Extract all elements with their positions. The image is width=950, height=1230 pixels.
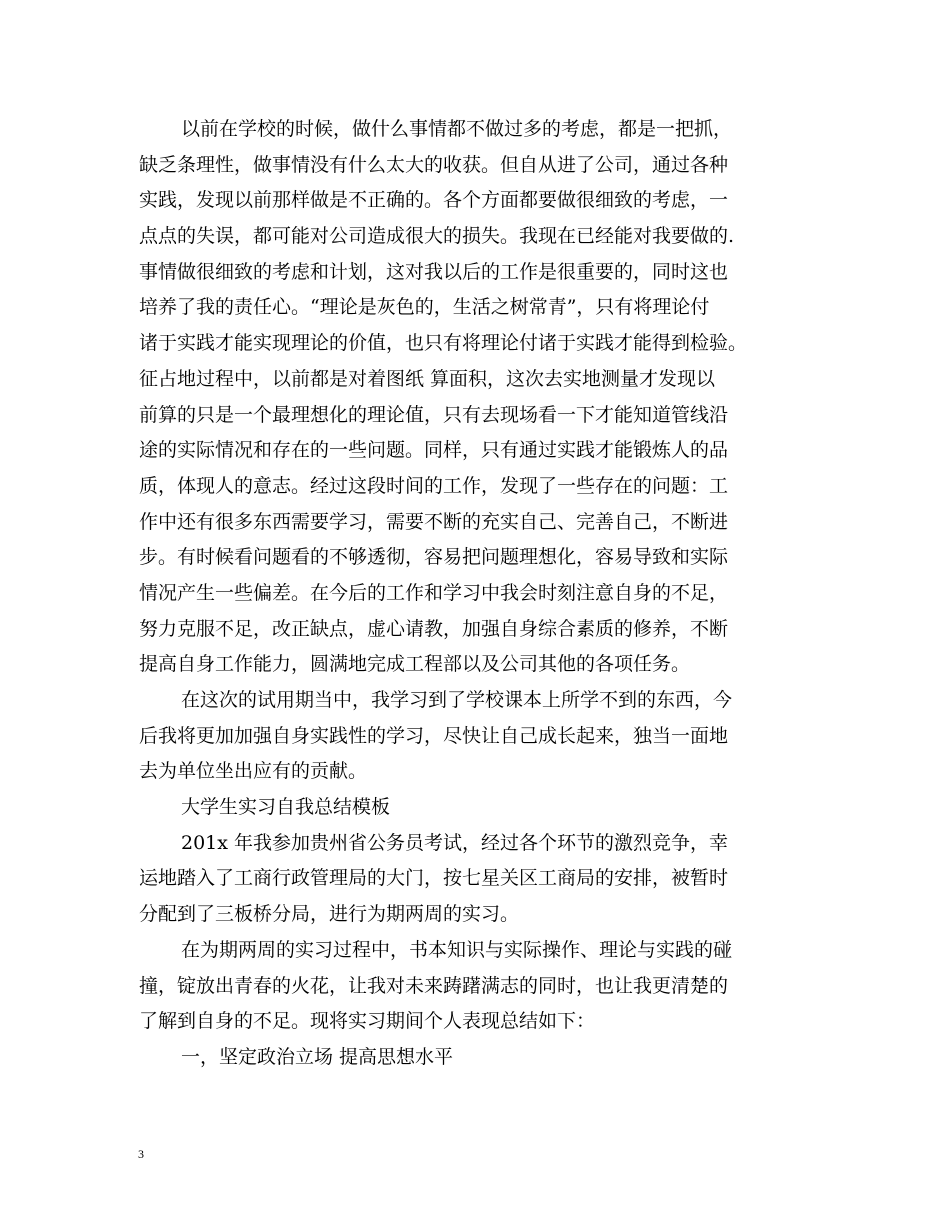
text-line: 分配到了三板桥分局，进行为期两周的实习。 [139,903,520,926]
text-line: 去为单位坐出应有的贡献。 [139,760,368,783]
text-line: 质，体现人的意志。经过这段时间的工作，发现了一些存在的问题：工 [139,474,729,497]
text-line: 作中还有很多东西需要学习，需要不断的充实自己、完善自己，不断进 [139,510,729,533]
text-line: 事情做很细致的考虑和计划，这对我以后的工作是很重要的，同时这也 [139,260,729,283]
document-body [139,112,821,1076]
page-number: 3 [138,1147,144,1161]
text-line: 后我将更加加强自身实践性的学习，尽快让自己成长起来，独当一面地 [139,724,729,747]
text-line: 诸于实践才能实现理论的价值，也只有将理论付诸于实践才能得到检验。 [139,332,748,355]
text-line: 运地踏入了工商行政管理局的大门，按七星关区工商局的安排，被暂时 [139,867,729,890]
text-line: 以前在学校的时候，做什么事情都不做过多的考虑，都是一把抓， [181,118,733,140]
text-line: 点点的失误，都可能对公司造成很大的损失。我现在已经能对我要做的. [139,225,735,248]
text-line: 努力克服不足，改正缺点，虚心请教，加强自身综合素质的修养，不断 [139,617,729,640]
section-heading: 一，坚定政治立场 提高思想水平 [181,1045,454,1068]
text-line: 201x 年我参加贵州省公务员考试，经过各个环节的激烈竞争，幸 [181,831,729,854]
text-line: 情况产生一些偏差。在今后的工作和学习中我会时刻注意自身的不足， [139,581,729,604]
text-line: 了解到自身的不足。现将实习期间个人表现总结如下： [139,1010,596,1033]
text-line: 培养了我的责任心。“理论是灰色的，生活之树常青”，只有将理论付 [139,296,710,319]
section-heading: 大学生实习自我总结模板 [181,796,391,819]
text-line: 征占地过程中，以前都是对着图纸 算面积，这次去实地测量才发现以 [139,367,716,390]
text-line: 前算的只是一个最理想化的理论值，只有去现场看一下才能知道管线沿 [139,403,729,426]
text-line: 撞，锭放出青春的火花，让我对未来踌躇满志的同时，也让我更清楚的 [139,974,729,997]
text-line: 缺乏条理性，做事情没有什么太大的收获。但自从进了公司，通过各种 [139,153,729,176]
text-line: 途的实际情况和存在的一些问题。同样，只有通过实践才能锻炼人的品 [139,439,729,462]
text-line: 提高自身工作能力，圆满地完成工程部以及公司其他的各项任务。 [139,653,691,676]
text-line: 在这次的试用期当中，我学习到了学校课本上所学不到的东西，今 [181,689,733,711]
text-line: 步。有时候看问题看的不够透彻，容易把问题理想化，容易导致和实际 [139,546,729,569]
text-line: 在为期两周的实习过程中，书本知识与实际操作、理论与实践的碰 [181,938,733,961]
text-line: 实践，发现以前那样做是不正确的。各个方面都要做很细致的考虑，一 [139,189,729,212]
